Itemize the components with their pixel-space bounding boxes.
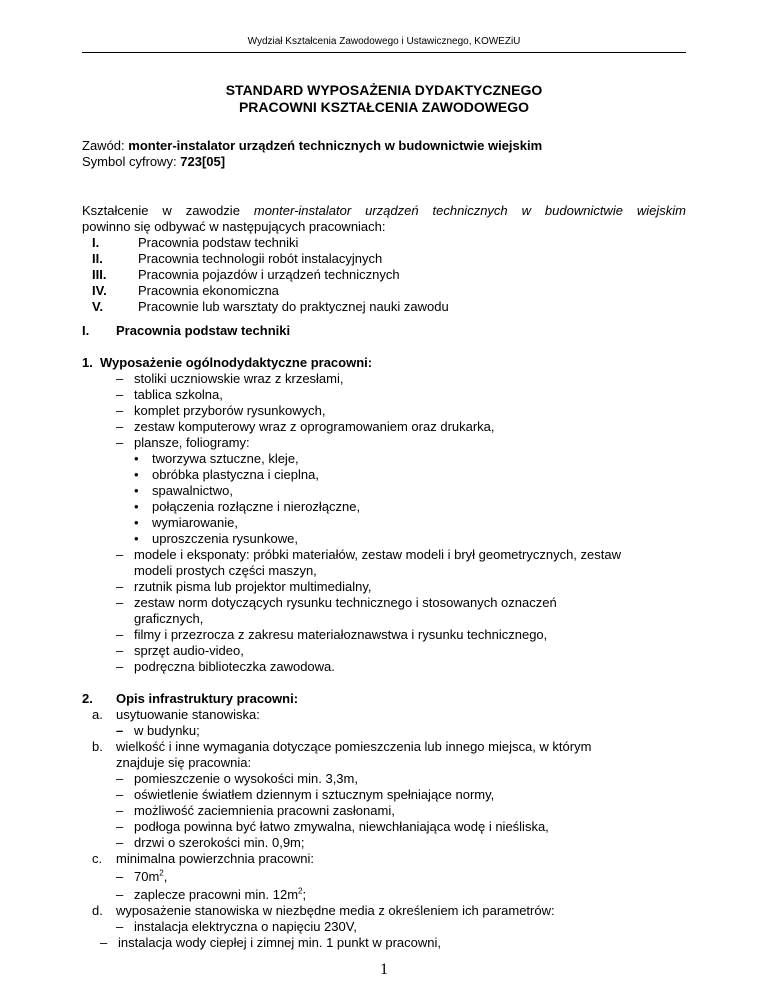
- item-label-b: b.: [92, 739, 103, 754]
- list-item: [134, 887, 306, 903]
- sub1-number: 1.: [82, 355, 93, 370]
- bullet-item: wymiarowanie,: [152, 515, 238, 530]
- symbol-label: Symbol cyfrowy:: [82, 154, 177, 169]
- room-number: III.: [92, 267, 107, 282]
- list-item: filmy i przezrocza z zakresu materiałoznawstwa i rysunku technicznego,: [134, 627, 548, 642]
- punctuation: ,: [163, 869, 168, 884]
- list-item: podręczna biblioteczka zawodowa.: [134, 659, 335, 674]
- list-item: sprzęt audio-video,: [134, 643, 244, 658]
- item-label-c: c.: [92, 851, 103, 866]
- bullet-item: uproszczenia rysunkowe,: [152, 531, 298, 546]
- dash-marker: –: [100, 935, 108, 950]
- list-item: rzutnik pisma lub projektor multimedialny,: [134, 579, 372, 594]
- list-item: możliwość zaciemnienia pracowni zasłonami,: [134, 803, 395, 818]
- list-item: plansze, foliogramy:: [134, 435, 250, 450]
- symbol-line: [82, 154, 225, 170]
- list-item: w budynku;: [134, 723, 200, 738]
- dash-marker: –: [116, 659, 124, 674]
- superscript: 2: [159, 868, 164, 878]
- dash-marker: –: [116, 803, 124, 818]
- sub2-number: 2.: [82, 691, 93, 706]
- room-label: Pracownia technologii robót instalacyjnych: [138, 251, 383, 266]
- item-a-text: usytuowanie stanowiska:: [116, 707, 260, 722]
- section1-number: I.: [82, 323, 90, 338]
- list-item: podłoga powinna być łatwo zmywalna, niewchłaniająca wodę i nieśliska,: [134, 819, 549, 834]
- item-c-text: minimalna powierzchnia pracowni:: [116, 851, 314, 866]
- bullet-marker: •: [134, 483, 139, 498]
- dash-marker: –: [116, 371, 124, 386]
- list-item: drzwi o szerokości min. 0,9m;: [134, 835, 305, 850]
- profession-label: Zawód:: [82, 138, 125, 153]
- room-number: II.: [92, 251, 103, 266]
- dash-marker: –: [116, 835, 124, 850]
- item-label-a: a.: [92, 707, 103, 722]
- document-title-line1: STANDARD WYPOSAŻENIA DYDAKTYCZNEGO: [225, 82, 543, 98]
- dash-marker: –: [116, 819, 124, 834]
- dash-marker: –: [116, 627, 124, 642]
- bullet-item: spawalnictwo,: [152, 483, 233, 498]
- room-number: I.: [92, 235, 100, 250]
- list-item: zestaw norm dotyczących rysunku technicznego i stosowanych oznaczeń: [134, 595, 557, 610]
- dash-marker: –: [116, 787, 124, 802]
- bullet-marker: •: [134, 499, 139, 514]
- dash-marker: –: [116, 435, 124, 450]
- sub1-title: Wyposażenie ogólnodydaktyczne pracowni:: [100, 355, 373, 370]
- list-item-continuation: graficznych,: [134, 611, 204, 626]
- list-item: [134, 869, 167, 885]
- bullet-item: obróbka plastyczna i cieplna,: [152, 467, 319, 482]
- list-item: stoliki uczniowskie wraz z krzesłami,: [134, 371, 344, 386]
- punctuation: ;: [302, 887, 307, 902]
- dash-marker: –: [116, 887, 124, 902]
- dash-marker: –: [116, 643, 124, 658]
- item-label-d: d.: [92, 903, 103, 918]
- bullet-marker: •: [134, 467, 139, 482]
- dash-marker: –: [116, 723, 124, 738]
- list-item: pomieszczenie o wysokości min. 3,3m,: [134, 771, 358, 786]
- bullet-item: połączenia rozłączne i nierozłączne,: [152, 499, 361, 514]
- intro-profession: monter-instalator urządzeń technicznych w budownictwie wiejskim: [253, 203, 686, 218]
- list-item: oświetlenie światłem dziennym i sztucznym spełniające normy,: [134, 787, 495, 802]
- intro-prefix: Kształcenie w zawodzie: [82, 203, 240, 218]
- dash-marker: –: [116, 869, 124, 884]
- page-header: Wydział Kształcenia Zawodowego i Ustawicznego, KOWEZiU: [82, 36, 686, 53]
- list-item: instalacja elektryczna o napięciu 230V,: [134, 919, 357, 934]
- list-item-continuation: modeli prostych części maszyn,: [134, 563, 317, 578]
- room-label: Pracownia pojazdów i urządzeń technicznych: [138, 267, 400, 282]
- page-number: 1: [380, 961, 388, 978]
- list-item: modele i eksponaty: próbki materiałów, zestaw modeli i brył geometrycznych, zestaw: [134, 547, 621, 562]
- list-item: zestaw komputerowy wraz z oprogramowaniem oraz drukarka,: [134, 419, 495, 434]
- section1-title: Pracownia podstaw techniki: [116, 323, 291, 338]
- area-value: 70m: [134, 869, 160, 884]
- symbol-value: 723[05]: [180, 154, 226, 169]
- list-item: instalacja wody ciepłej i zimnej min. 1 punkt w pracowni,: [118, 935, 441, 950]
- dash-marker: –: [116, 387, 124, 402]
- list-item: komplet przyborów rysunkowych,: [134, 403, 326, 418]
- room-number: IV.: [92, 283, 107, 298]
- dash-marker: –: [116, 579, 124, 594]
- item-d-text: wyposażenie stanowiska w niezbędne media z określeniem ich parametrów:: [116, 903, 555, 918]
- dash-marker: –: [116, 771, 124, 786]
- document-title-line2: PRACOWNI KSZTAŁCENIA ZAWODOWEGO: [238, 99, 530, 115]
- profession-line: [82, 138, 542, 154]
- backroom-text: zaplecze pracowni min. 12m: [134, 887, 299, 902]
- dash-marker: –: [116, 919, 124, 934]
- bullet-marker: •: [134, 515, 139, 530]
- bullet-marker: •: [134, 531, 139, 546]
- room-label: Pracownia podstaw techniki: [138, 235, 299, 250]
- list-item: tablica szkolna,: [134, 387, 223, 402]
- sub2-title: Opis infrastruktury pracowni:: [116, 691, 299, 706]
- dash-marker: –: [116, 547, 124, 562]
- room-number: V.: [92, 299, 104, 314]
- profession-value: monter-instalator urządzeń technicznych w budownictwie wiejskim: [128, 138, 543, 153]
- bullet-marker: •: [134, 451, 139, 466]
- intro-line2: powinno się odbywać w następujących pracowniach:: [82, 219, 386, 234]
- item-b-text-continuation: znajduje się pracownia:: [116, 755, 252, 770]
- superscript: 2: [298, 886, 303, 896]
- room-label: Pracownia ekonomiczna: [138, 283, 279, 298]
- intro-line1: [82, 203, 686, 219]
- dash-marker: –: [116, 595, 124, 610]
- bullet-item: tworzywa sztuczne, kleje,: [152, 451, 299, 466]
- dash-marker: –: [116, 403, 124, 418]
- dash-marker: –: [116, 419, 124, 434]
- item-b-text: wielkość i inne wymagania dotyczące pomieszczenia lub innego miejsca, w którym: [116, 739, 592, 754]
- room-label: Pracownie lub warsztaty do praktycznej nauki zawodu: [138, 299, 449, 314]
